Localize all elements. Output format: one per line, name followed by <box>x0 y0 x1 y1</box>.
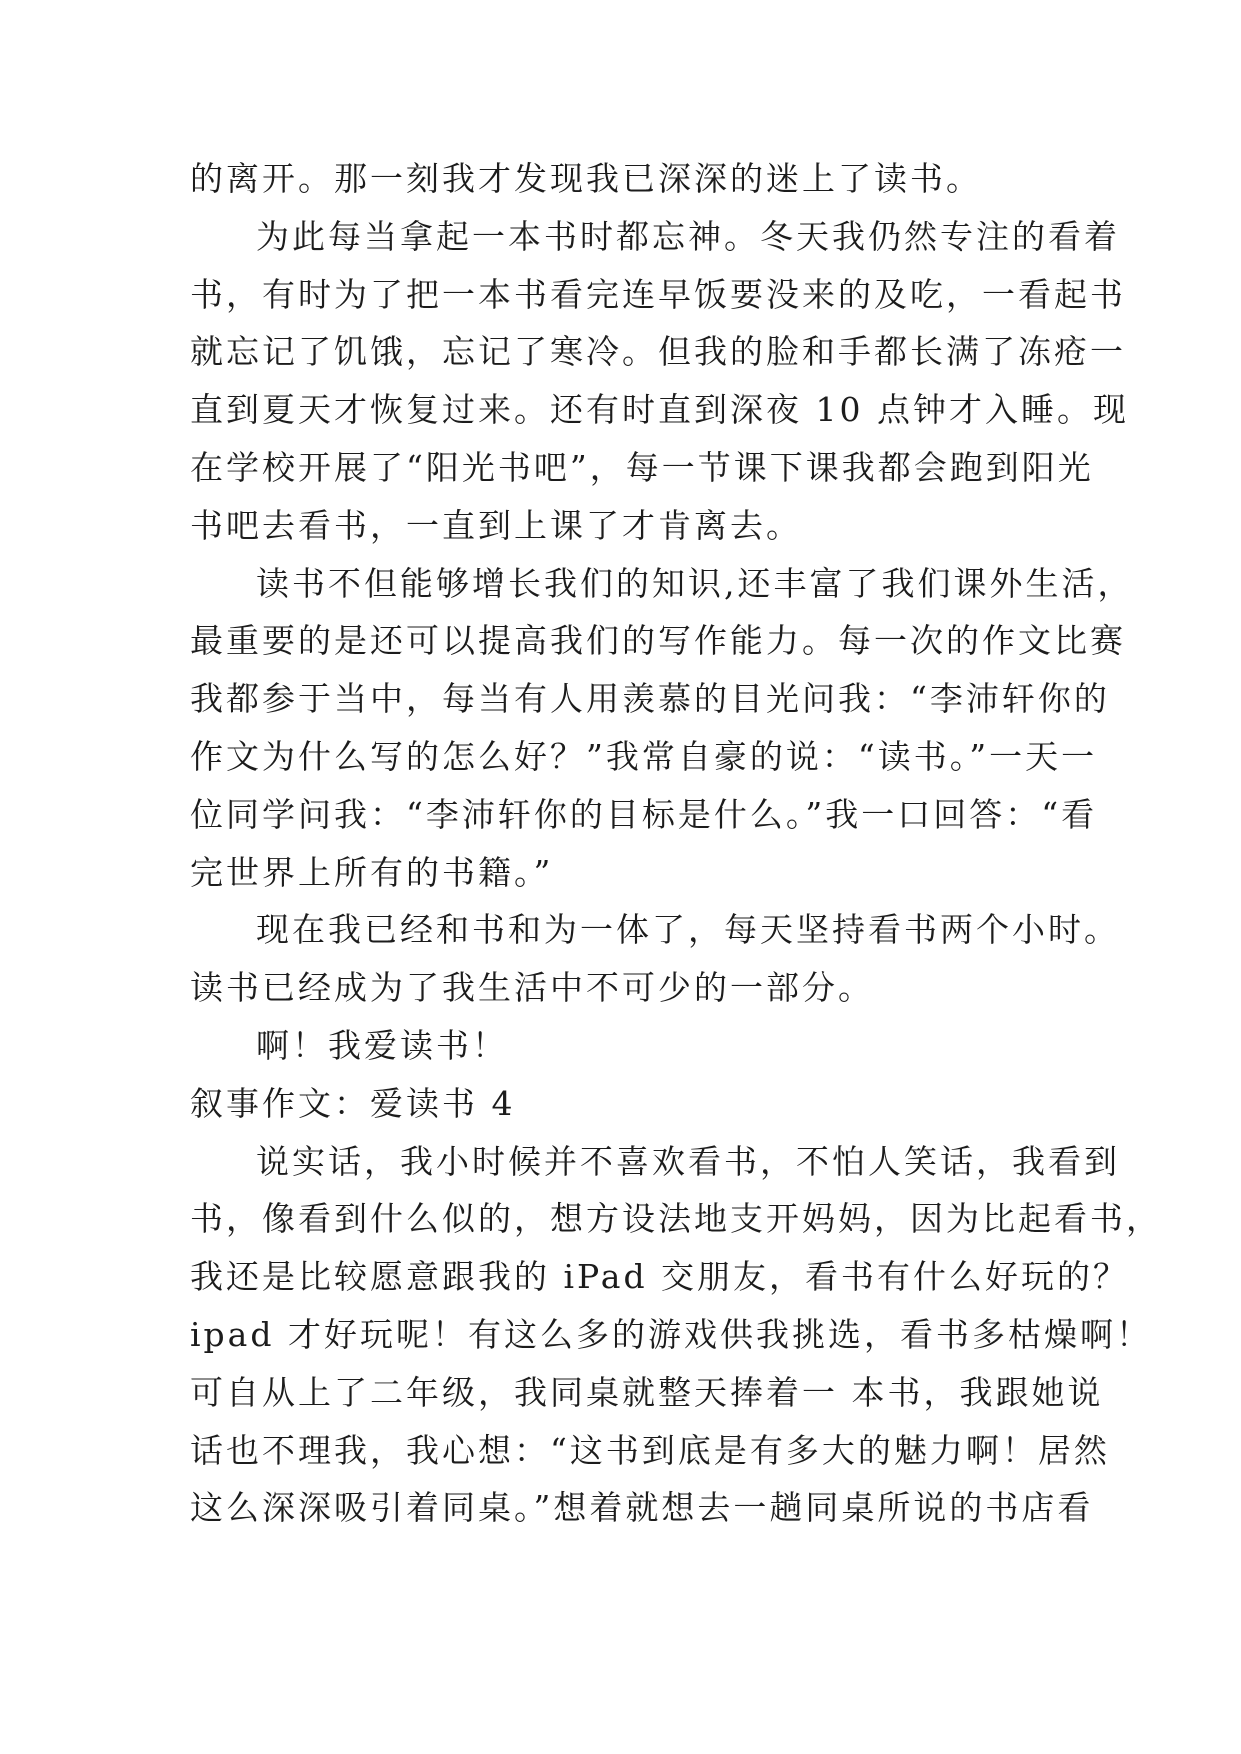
text-line: 位同学问我：“李沛轩你的目标是什么。”我一口回答：“看 <box>190 794 1098 834</box>
text-line: 读书不但能够增长我们的知识,还丰富了我们课外生活， <box>256 563 1134 603</box>
text-line: 作文为什么写的怎么好？”我常自豪的说：“读书。”一天一 <box>190 736 1098 776</box>
essay-text <box>190 150 1162 1537</box>
text-line: 现在我已经和书和为一体了，每天坚持看书两个小时。 <box>256 910 1120 950</box>
text-line: 我都参于当中，每当有人用羡慕的目光问我：“李沛轩你的 <box>190 679 1110 719</box>
text-line: ipad 才好玩呢！有这么多的游戏供我挑选，看书多枯燥啊！ <box>190 1314 1152 1354</box>
text-line: 完世界上所有的书籍。” <box>190 852 554 892</box>
text-line: 就忘记了饥饿，忘记了寒冷。但我的脸和手都长满了冻疮一 <box>190 332 1126 372</box>
text-line: 这么深深吸引着同桌。”想着就想去一趟同桌所说的书店看 <box>190 1488 1094 1528</box>
text-line: 最重要的是还可以提高我们的写作能力。每一次的作文比赛 <box>190 621 1126 661</box>
text-line: 可自从上了二年级，我同桌就整天捧着一 本书，我跟她说 <box>190 1372 1104 1412</box>
text-line: 话也不理我，我心想：“这书到底是有多大的魅力啊！居然 <box>190 1430 1110 1470</box>
text-line: 啊！我爱读书！ <box>256 1025 508 1065</box>
text-line: 书，像看到什么似的，想方设法地支开妈妈，因为比起看书， <box>190 1199 1162 1239</box>
text-line: 为此每当拿起一本书时都忘神。冬天我仍然专注的看着 <box>256 216 1120 256</box>
text-line: 书吧去看书，一直到上课了才肯离去。 <box>190 505 802 545</box>
text-line: 在学校开展了“阳光书吧”，每一节课下课我都会跑到阳光 <box>190 447 1094 487</box>
text-line: 说实话，我小时候并不喜欢看书，不怕人笑话，我看到 <box>256 1141 1120 1181</box>
text-line: 的离开。那一刻我才发现我已深深的迷上了读书。 <box>190 159 982 198</box>
text-line: 直到夏天才恢复过来。还有时直到深夜 10 点钟才入睡。现 <box>190 390 1129 430</box>
section-heading: 叙事作文：爱读书 4 <box>190 1083 516 1123</box>
text-line: 书，有时为了把一本书看完连早饭要没来的及吃，一看起书 <box>190 274 1126 314</box>
text-line: 我还是比较愿意跟我的 iPad 交朋友，看书有什么好玩的？ <box>190 1257 1130 1297</box>
text-line: 读书已经成为了我生活中不可少的一部分。 <box>190 968 874 1008</box>
